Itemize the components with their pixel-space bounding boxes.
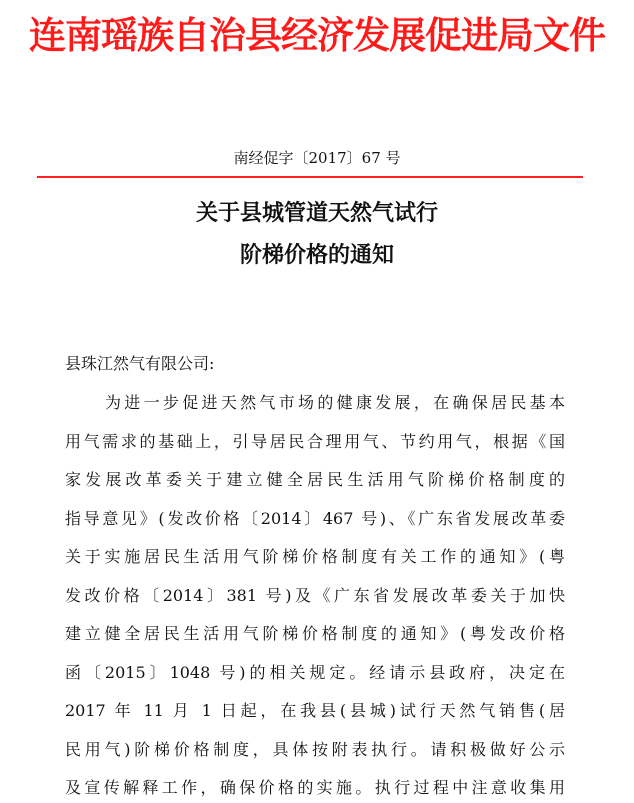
red-divider-line bbox=[37, 176, 583, 178]
body-line-2: 用气需求的基础上，引导居民合理用气、节约用气，根据《国 bbox=[65, 432, 565, 451]
body-line-11: 及宣传解释工作，确保价格的实施。执行过程中注意收集用 bbox=[65, 778, 565, 797]
document-title-line-2: 阶梯价格的通知 bbox=[239, 243, 394, 268]
body-line-5: 关于实施居民生活用气阶梯价格制度有关工作的通知》(粤 bbox=[65, 547, 565, 566]
salutation: 县珠江然气有限公司: bbox=[65, 354, 215, 373]
document-title-line-1: 关于县城管道天然气试行 bbox=[195, 201, 438, 226]
body-line-10: 民用气)阶梯价格制度，具体按附表执行。请积极做好公示 bbox=[65, 740, 565, 759]
issuer-header: 连南瑶族自治县经济发展促进局文件 bbox=[29, 14, 605, 57]
body-line-8: 函〔2015〕1048 号)的相关规定。经请示县政府，决定在 bbox=[65, 663, 565, 682]
document-number: 南经促字〔2017〕67 号 bbox=[233, 149, 401, 167]
body-line-7: 建立健全居民生活用气阶梯价格制度的通知》(粤发改价格 bbox=[65, 624, 565, 643]
body-line-6: 发改价格〔2014〕381 号)及《广东省发展改革委关于加快 bbox=[65, 586, 565, 605]
body-line-1: 为进一步促进天然气市场的健康发展，在确保居民基本 bbox=[105, 393, 565, 412]
body-line-3: 家发展改革委关于建立健全居民生活用气阶梯价格制度的 bbox=[65, 470, 565, 489]
body-line-9: 2017 年 11 月 1 日起，在我县(县城)试行天然气销售(居 bbox=[65, 701, 565, 720]
body-line-4: 指导意见》(发改价格〔2014〕467 号)、《广东省发展改革委 bbox=[65, 509, 565, 528]
